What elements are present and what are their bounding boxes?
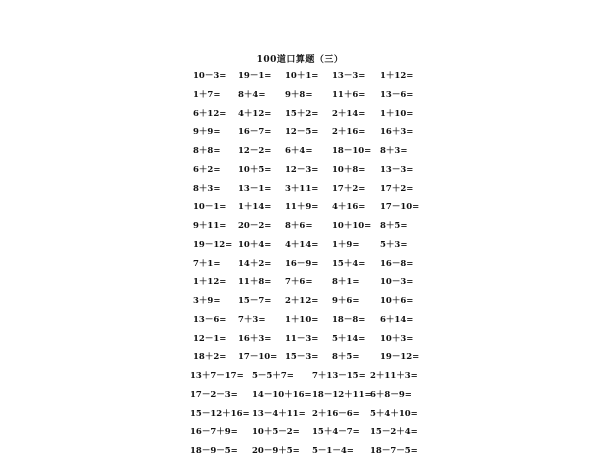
problem: 15＋4－7= [312,427,360,438]
problem: 1＋12= [193,277,227,288]
problem-row [0,426,600,445]
problem: 6＋4= [285,146,313,156]
problem: 5＋3= [380,239,408,250]
problem: 5＋4＋10= [370,408,418,419]
problem: 10＋10= [332,221,372,231]
problem-row [0,201,600,220]
problem: 12－2= [238,146,272,156]
problem: 15－3= [285,352,319,363]
problem: 3＋11= [285,183,319,194]
problem: 14－10＋16= [252,389,312,400]
problem-row [0,258,600,277]
problem: 19－12= [380,352,420,363]
problem: 13＋7－17= [190,371,244,381]
problem-grid [0,70,600,464]
problem: 15－12＋16= [190,408,250,419]
problem: 18－7－5= [370,446,418,456]
problem: 1＋14= [238,202,272,213]
problem: 17＋2= [380,183,414,194]
problem: 17－10= [238,352,278,363]
problem: 7＋13－15= [312,371,366,381]
problem: 8＋5= [380,221,408,231]
problem-row [0,220,600,239]
problem: 17－10= [380,202,420,213]
problem: 16－8= [380,258,414,269]
problem: 8＋5= [332,352,360,363]
problem: 7＋3= [238,314,266,325]
problem: 15＋2= [285,108,319,119]
problem-row [0,89,600,108]
problem: 11＋6= [332,89,366,100]
problem: 8＋3= [380,146,408,156]
problem: 10＋6= [380,296,414,306]
problem-row [0,183,600,202]
problem: 9＋9= [193,127,221,138]
problem: 10－3= [380,277,414,288]
problem: 12－3= [285,164,319,175]
problem: 1＋12= [380,71,414,81]
problem: 18＋2= [193,352,227,363]
problem-row [0,145,600,164]
problem: 1＋10= [380,108,414,119]
problem: 14＋2= [238,258,272,269]
problem: 6＋2= [193,164,221,175]
problem: 8＋8= [193,146,221,156]
worksheet-title: 100道口算题（三） [256,55,344,65]
problem: 18－8= [332,314,366,325]
problem: 8＋6= [285,221,313,231]
problem-row [0,408,600,427]
problem-row [0,389,600,408]
problem: 6＋12= [193,108,227,119]
problem: 16－7＋9= [190,427,238,438]
problem: 8＋1= [332,277,360,288]
problem: 5＋14= [332,333,366,344]
problem: 12－1= [193,333,227,344]
problem-row [0,333,600,352]
problem: 10－3= [193,71,227,81]
problem: 20－9＋5= [252,446,300,456]
problem: 18－10= [332,146,372,156]
problem: 13－3= [332,71,366,81]
problem: 11＋9= [285,202,319,213]
problem: 10＋3= [380,333,414,344]
problem: 17－2－3= [190,389,238,400]
problem-row [0,164,600,183]
problem: 17＋2= [332,183,366,194]
problem: 9＋8= [285,89,313,100]
problem: 10－1= [193,202,227,213]
problem: 10＋8= [332,164,366,175]
problem: 6＋8－9= [370,389,412,400]
problem: 9＋11= [193,221,227,231]
problem: 19－12= [193,239,233,250]
problem: 16＋3= [238,333,272,344]
problem: 5－1－4= [312,446,354,456]
problem: 4＋12= [238,108,272,119]
problem: 7＋6= [285,277,313,288]
problem: 13－6= [380,89,414,100]
problem: 12－5= [285,127,319,138]
problem: 11＋8= [238,277,272,288]
problem: 2＋16－6= [312,408,360,419]
problem: 11－3= [285,333,319,344]
problem-row [0,70,600,89]
problem: 7＋1= [193,258,221,269]
problem: 1＋10= [285,314,319,325]
problem: 10＋5= [238,164,272,175]
problem-row [0,370,600,389]
problem: 15－7= [238,296,272,306]
problem: 10＋1= [285,71,319,81]
problem-row [0,126,600,145]
problem: 8＋3= [193,183,221,194]
problem: 5－5＋7= [252,371,294,381]
problem: 1＋9= [332,239,360,250]
problem: 3＋9= [193,296,221,306]
problem: 16－9= [285,258,319,269]
problem-row [0,276,600,295]
problem: 10＋4= [238,239,272,250]
problem: 15＋4= [332,258,366,269]
problem: 13－3= [380,164,414,175]
problem: 8＋4= [238,89,266,100]
problem: 6＋14= [380,314,414,325]
problem: 16＋3= [380,127,414,138]
problem: 18－12＋11= [312,389,372,400]
problem: 2＋12= [285,296,319,306]
problem: 13－4＋11= [252,408,306,419]
problem: 10＋5－2= [252,427,300,438]
problem-row [0,314,600,333]
problem-row [0,445,600,464]
problem-row [0,351,600,370]
problem: 13－6= [193,314,227,325]
problem-row [0,108,600,127]
problem-row [0,239,600,258]
problem: 16－7= [238,127,272,138]
problem: 18－9－5= [190,446,238,456]
problem: 2＋16= [332,127,366,138]
problem: 20－2= [238,221,272,231]
problem: 15－2＋4= [370,427,418,438]
problem: 13－1= [238,183,272,194]
problem: 4＋14= [285,239,319,250]
problem-row [0,295,600,314]
problem: 2＋14= [332,108,366,119]
problem: 9＋6= [332,296,360,306]
problem: 4＋16= [332,202,366,213]
problem: 1＋7= [193,89,221,100]
problem: 2＋11＋3= [370,371,418,381]
problem: 19－1= [238,71,272,81]
